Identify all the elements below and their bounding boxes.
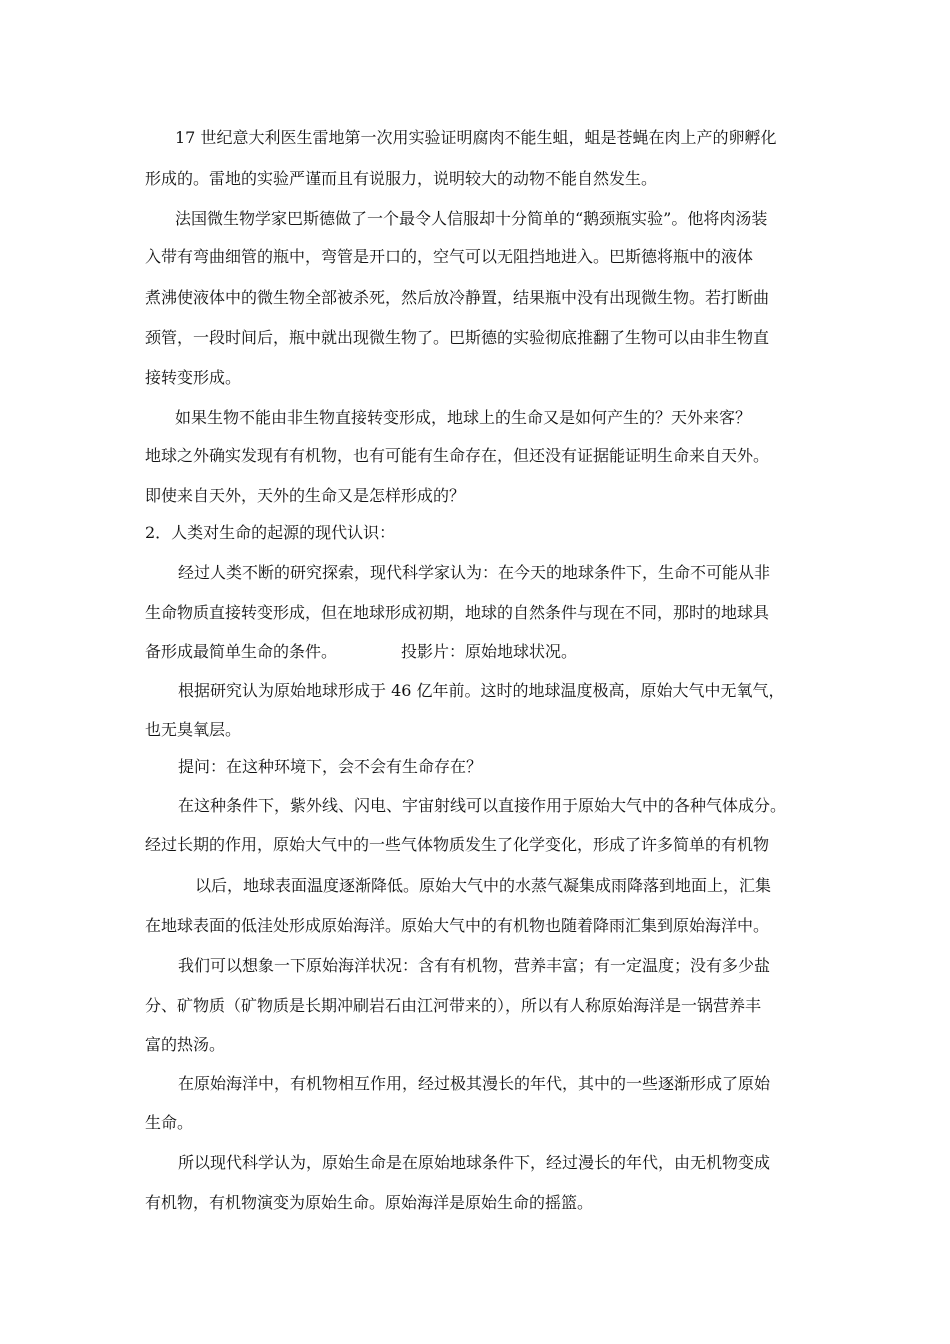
paragraph-line: 富的热汤。 <box>145 1035 226 1054</box>
paragraph-line <box>145 637 810 667</box>
paragraph-line: 在原始海洋中，有机物相互作用，经过极其漫长的年代，其中的一些逐渐形成了原始 <box>178 1074 771 1093</box>
paragraph-line: 在地球表面的低洼处形成原始海洋。原始大气中的有机物也随着降雨汇集到原始海洋中。 <box>145 916 770 935</box>
section-heading: 2．人类对生命的起源的现代认识： <box>145 523 396 542</box>
paragraph-line: 地球之外确实发现有有机物，也有可能有生命存在，但还没有证据能证明生命来自天外。 <box>145 446 770 465</box>
paragraph-line: 经过长期的作用，原始大气中的一些气体物质发生了化学变化，形成了许多简单的有机物 <box>145 835 770 854</box>
paragraph-line: 即使来自天外，天外的生命又是怎样形成的？ <box>145 486 466 505</box>
paragraph-line: 以后，地球表面温度逐渐降低。原始大气中的水蒸气凝集成雨降落到地面上，汇集 <box>195 876 772 895</box>
paragraph-line: 也无臭氧层。 <box>145 720 242 739</box>
paragraph-line: 煮沸使液体中的微生物全部被杀死，然后放冷静置，结果瓶中没有出现微生物。若打断曲 <box>145 288 770 307</box>
paragraph-line: 生命。 <box>145 1113 194 1132</box>
paragraph-line: 接转变形成。 <box>145 368 242 387</box>
paragraph-line: 生命物质直接转变形成，但在地球形成初期，地球的自然条件与现在不同，那时的地球具 <box>145 603 770 622</box>
paragraph-line: 所以现代科学认为，原始生命是在原始地球条件下，经过漫长的年代，由无机物变成 <box>178 1153 771 1172</box>
paragraph-line: 在这种条件下，紫外线、闪电、宇宙射线可以直接作用于原始大气中的各种气体成分。 <box>178 796 787 815</box>
paragraph-line: 颈管，一段时间后，瓶中就出现微生物了。巴斯德的实验彻底推翻了生物可以由非生物直 <box>145 328 770 347</box>
paragraph-line: 经过人类不断的研究探索，现代科学家认为：在今天的地球条件下，生命不可能从非 <box>178 563 771 582</box>
paragraph-text: 备形成最简单生命的条件。 <box>145 642 338 661</box>
paragraph-line: 法国微生物学家巴斯德做了一个最令人信服却十分简单的“鹅颈瓶实验”。他将肉汤装 <box>175 209 768 228</box>
paragraph-line: 根据研究认为原始地球形成于 46 亿年前。这时的地球温度极高，原始大气中无氧气， <box>178 681 785 700</box>
paragraph-line: 我们可以想象一下原始海洋状况：含有有机物，营养丰富；有一定温度；没有多少盐 <box>178 956 771 975</box>
slide-note: 投影片：原始地球状况。 <box>401 642 578 661</box>
paragraph-line: 如果生物不能由非生物直接转变形成，地球上的生命又是如何产生的？天外来客？ <box>175 408 752 427</box>
paragraph-line: 17 世纪意大利医生雷地第一次用实验证明腐肉不能生蛆，蛆是苍蝇在肉上产的卵孵化 <box>175 128 777 147</box>
paragraph-line: 入带有弯曲细管的瓶中，弯管是开口的，空气可以无阻挡地进入。巴斯德将瓶中的液体 <box>145 247 754 266</box>
paragraph-line: 有机物，有机物演变为原始生命。原始海洋是原始生命的摇篮。 <box>145 1193 594 1212</box>
paragraph-line: 形成的。雷地的实验严谨而且有说服力，说明较大的动物不能自然发生。 <box>145 169 658 188</box>
paragraph-line: 分、矿物质（矿物质是长期冲刷岩石由江河带来的），所以有人称原始海洋是一锅营养丰 <box>145 996 762 1015</box>
paragraph-line: 提问：在这种环境下，会不会有生命存在？ <box>178 757 483 776</box>
